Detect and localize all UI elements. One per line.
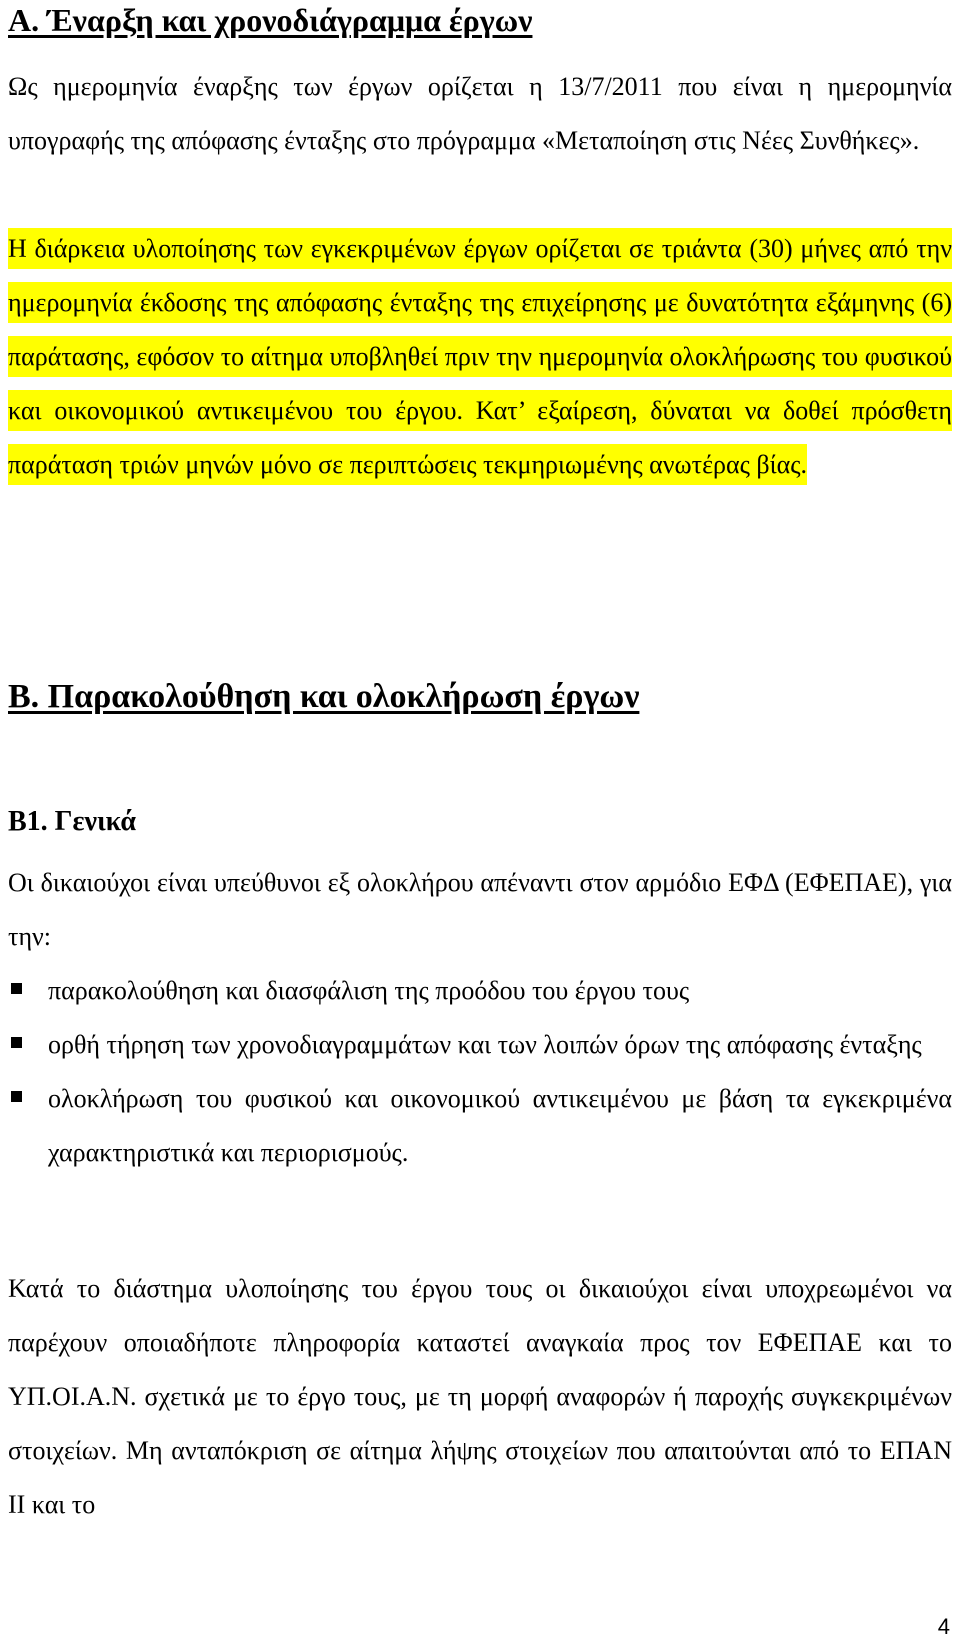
list-item-text: ολοκλήρωση του φυσικού και οικονομικού αντικειμένου με βάση τα εγκεκριμένα χαρακτηριστικά και περιορισμούς. [48, 1084, 952, 1167]
highlighted-duration-text: Η διάρκεια υλοποίησης των εγκεκριμένων έργων ορίζεται σε τριάντα (30) μήνες από την ημερομηνία έκδοσης της απόφασης ένταξης της επιχείρησης με δυνατότητα εξάμηνης (6) παράτασης, εφόσον το αίτημα υποβληθεί πριν την ημερομηνία ολοκλήρωσης του φυσικού και οικονομικού αντικειμένου του έργου. Κατ’ εξαίρεση, δύναται να δοθεί πρόσθετη παράταση τριών μηνών μόνο σε περιπτώσεις τεκμηριωμένης ανωτέρας βίας. [8, 228, 952, 485]
start-date-paragraph: Ως ημερομηνία έναρξης των έργων ορίζεται η 13/7/2011 που είναι η ημερομηνία υπογραφής της απόφασης ένταξης στο πρόγραμμα «Μεταποίηση στις Νέες Συνθήκες». [8, 72, 952, 155]
list-item-text: παρακολούθηση και διασφάλιση της προόδου του έργου τους [48, 976, 690, 1005]
list-item [0, 964, 952, 1018]
section-b-heading: Β. Παρακολούθηση και ολοκλήρωση έργων [8, 678, 640, 715]
list-item-text: ορθή τήρηση των χρονοδιαγραμμάτων και των λοιπών όρων της απόφασης ένταξης [48, 1030, 922, 1059]
page-number: 4 [937, 1614, 950, 1639]
list-item [0, 1072, 952, 1180]
square-bullet-icon [11, 983, 22, 994]
section-a-heading: Α. Έναρξη και χρονοδιάγραμμα έργων [8, 2, 533, 38]
square-bullet-icon [11, 1091, 22, 1102]
duration-paragraph [8, 222, 952, 492]
responsibility-intro-paragraph: Οι δικαιούχοι είναι υπεύθυνοι εξ ολοκλήρου απέναντι στον αρμόδιο ΕΦΔ (ΕΦΕΠΑΕ), για την: [8, 868, 952, 951]
obligations-paragraph: Κατά το διάστημα υλοποίησης του έργου τους οι δικαιούχοι είναι υποχρεωμένοι να παρέχουν οποιαδήποτε πληροφορία καταστεί αναγκαία προς τον ΕΦΕΠΑΕ και το ΥΠ.ΟΙ.Α.Ν. σχετικά με το έργο τους, με τη μορφή αναφορών ή παροχής συγκεκριμένων στοιχείων. Μη ανταπόκριση σε αίτημα λήψης στοιχείων που απαιτούνται από το ΕΠΑΝ ΙΙ και το [8, 1274, 952, 1519]
responsibility-list [0, 964, 952, 1180]
square-bullet-icon [11, 1037, 22, 1048]
list-item [0, 1018, 952, 1072]
section-b1-heading: Β1. Γενικά [8, 806, 137, 837]
